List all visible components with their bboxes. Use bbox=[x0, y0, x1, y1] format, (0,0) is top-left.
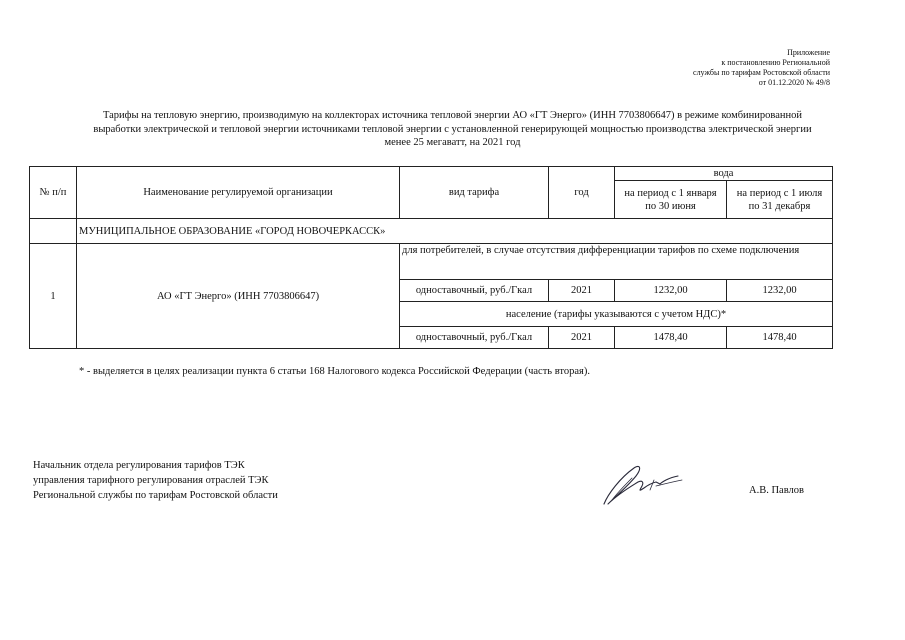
cell-year: 2021 bbox=[549, 280, 615, 302]
municipality-row: МУНИЦИПАЛЬНОЕ ОБРАЗОВАНИЕ «ГОРОД НОВОЧЕРКАССК» bbox=[77, 219, 833, 244]
document-title bbox=[30, 109, 875, 150]
signer-position bbox=[33, 458, 278, 503]
footnote: * - выделяется в целях реализации пункта 6 статьи 168 Налогового кодекса Российской Федерации (часть вторая). bbox=[79, 366, 590, 377]
cell-tariff-type: одноставочный, руб./Гкал bbox=[400, 280, 549, 302]
header-period-2-line-2: по 31 декабря bbox=[748, 200, 811, 212]
header-number: № п/п bbox=[30, 167, 77, 219]
signer-position-line-3: Региональной службы по тарифам Ростовской области bbox=[33, 490, 278, 501]
header-period-2 bbox=[727, 181, 833, 219]
row-number: 1 bbox=[30, 244, 77, 349]
signer-position-line-2: управления тарифного регулирования отраслей ТЭК bbox=[33, 475, 269, 486]
title-line-1: Тарифы на тепловую энергию, производимую на коллекторах источника тепловой энергии АО «ГТ Энерго» (ИНН 7703806647) в режиме комбинированной bbox=[102, 110, 802, 121]
row-organization: АО «ГТ Энерго» (ИНН 7703806647) bbox=[77, 244, 400, 349]
municipality-empty-cell bbox=[30, 219, 77, 244]
header-year: год bbox=[549, 167, 615, 219]
header-period-1-line-2: по 30 июня bbox=[645, 200, 696, 212]
cell-period-1-value: 1478,40 bbox=[615, 327, 727, 349]
cell-tariff-type: одноставочный, руб./Гкал bbox=[400, 327, 549, 349]
appendix-line-4: от 01.12.2020 № 49/8 bbox=[758, 78, 830, 87]
appendix-line-1: Приложение bbox=[787, 48, 830, 57]
cell-period-2-value: 1478,40 bbox=[727, 327, 833, 349]
appendix-line-2: к постановлению Региональной bbox=[721, 58, 830, 67]
title-line-3: менее 25 мегаватт, на 2021 год bbox=[384, 137, 521, 148]
tariff-table bbox=[29, 166, 833, 349]
signer-position-line-1: Начальник отдела регулирования тарифов ТЭК bbox=[33, 460, 245, 471]
group-label-population: население (тарифы указываются с учетом НДС)* bbox=[400, 302, 833, 327]
appendix-header bbox=[570, 48, 830, 88]
signer-name: А.В. Павлов bbox=[749, 485, 804, 496]
header-period-2-line-1: на период с 1 июля bbox=[736, 187, 823, 199]
header-water: вода bbox=[615, 167, 833, 181]
header-tariff-type: вид тарифа bbox=[400, 167, 549, 219]
appendix-line-3: службы по тарифам Ростовской области bbox=[693, 68, 830, 77]
cell-year: 2021 bbox=[549, 327, 615, 349]
cell-period-2-value: 1232,00 bbox=[727, 280, 833, 302]
cell-period-1-value: 1232,00 bbox=[615, 280, 727, 302]
header-period-1 bbox=[615, 181, 727, 219]
handwritten-signature bbox=[598, 460, 688, 510]
header-organization: Наименование регулируемой организации bbox=[77, 167, 400, 219]
header-period-1-line-1: на период с 1 января bbox=[624, 187, 717, 199]
title-line-2: выработки электрической и тепловой энергии источниками тепловой энергии с установленной генерирующей мощностью производства электрической энергии bbox=[93, 123, 812, 135]
group-label-consumers: для потребителей, в случае отсутствия дифференциации тарифов по схеме подключения bbox=[400, 244, 833, 280]
